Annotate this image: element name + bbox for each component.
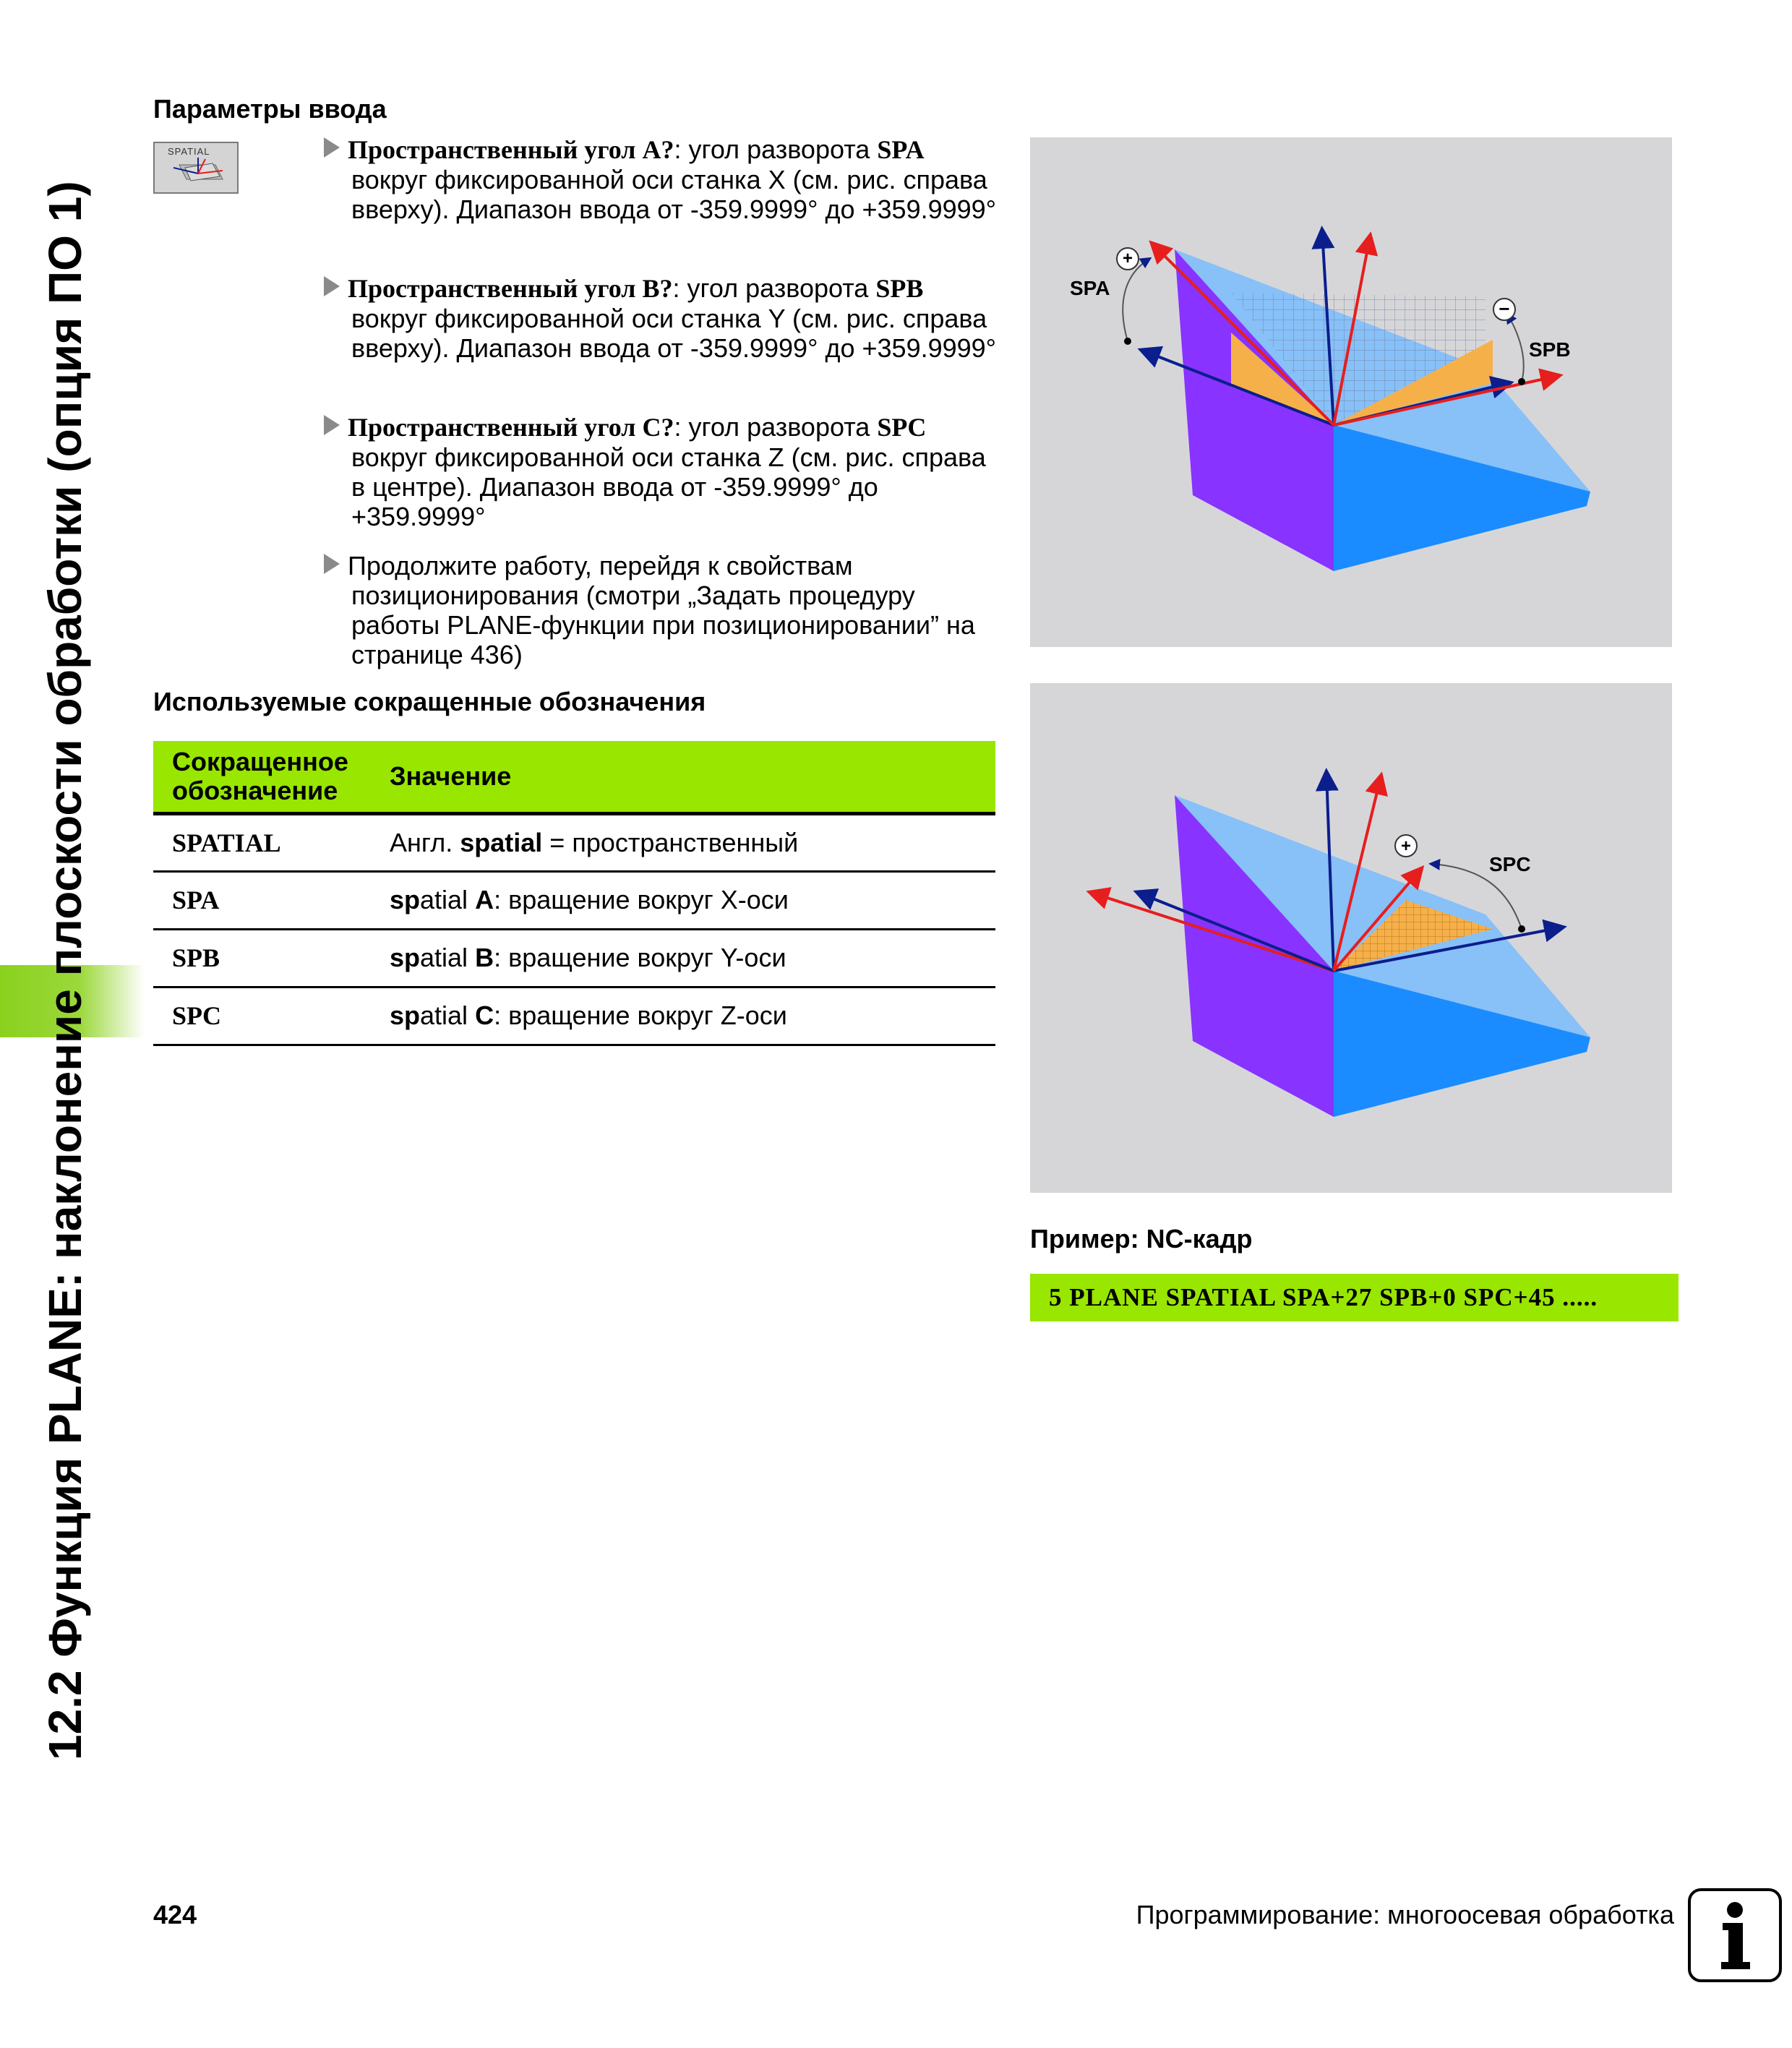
page-number: 424 (153, 1900, 197, 1929)
minus-sign-text: − (1499, 298, 1510, 320)
param-description: позиционирования (смотри „Задать процедуру работы PLANE-функции при позиционировании” на странице 436) (351, 580, 975, 669)
chapter-side-title: 12.2 Функция PLANE: наклонение плоскости обработки (опция ПО 1) (39, 181, 91, 1760)
example-nc-block: 5 PLANE SPATIAL SPA+27 SPB+0 SPC+45 ..... (1030, 1274, 1679, 1321)
abbreviations-heading: Используемые сокращенные обозначения (153, 687, 706, 716)
input-params-heading: Параметры ввода (153, 94, 387, 124)
figure-spc (1030, 683, 1672, 1193)
meaning-text: = пространственный (542, 827, 799, 857)
plus-sign-text: + (1400, 836, 1412, 856)
meaning-cell (390, 871, 995, 929)
abbreviations-table (153, 741, 995, 1046)
meaning-bold: B (475, 943, 494, 972)
param-prompt: Пространственный угол B? (348, 274, 673, 303)
abbr-cell: SPB (153, 929, 390, 987)
meaning-text: atial (420, 943, 476, 972)
param-spb (324, 273, 1003, 363)
table-row (153, 871, 995, 929)
meaning-text: atial (420, 1001, 476, 1030)
abbr-cell: SPC (153, 987, 390, 1045)
meaning-text: : вращение вокруг X-оси (494, 885, 789, 914)
meaning-text: : вращение вокруг Z-оси (494, 1001, 787, 1030)
bullet-arrow-icon (324, 276, 340, 296)
param-prompt: Пространственный угол C? (348, 413, 674, 442)
footer-section-title: Программирование: многоосевая обработка (1136, 1900, 1674, 1929)
meaning-cell (390, 987, 995, 1045)
meaning-bold: C (475, 1001, 494, 1030)
meaning-bold: spatial (460, 827, 543, 857)
table-row (153, 987, 995, 1045)
abbr-cell: SPATIAL (153, 813, 390, 871)
meaning-cell (390, 929, 995, 987)
spb-label: SPB (1529, 338, 1571, 361)
spc-diagram (1030, 683, 1672, 1193)
spa-label: SPA (1070, 277, 1110, 299)
param-continue (324, 551, 1003, 669)
spatial-softkey[interactable] (153, 142, 239, 194)
column-header-abbr: Сокращенное обозначение (153, 741, 390, 813)
bullet-arrow-icon (324, 415, 340, 435)
abbr-cell: SPA (153, 871, 390, 929)
param-text: : угол разворота (674, 134, 878, 164)
meaning-bold: sp (390, 943, 421, 972)
table-row (153, 813, 995, 871)
meaning-bold: A (475, 885, 494, 914)
param-text: Продолжите работу, перейдя к свойствам (348, 551, 853, 580)
column-header-meaning: Значение (390, 741, 995, 813)
figure-spa-spb (1030, 137, 1672, 647)
param-code: SPA (877, 135, 925, 164)
meaning-text: atial (420, 885, 476, 914)
softkey-label: SPATIAL (168, 146, 210, 157)
info-icon (1688, 1888, 1782, 1982)
param-text: : угол разворота (674, 412, 878, 442)
param-text: : угол разворота (672, 273, 876, 303)
plus-sign-text: + (1122, 249, 1133, 268)
spc-label: SPC (1489, 853, 1531, 875)
meaning-cell (390, 813, 995, 871)
bullet-arrow-icon (324, 554, 340, 574)
bullet-arrow-icon (324, 137, 340, 158)
param-description: вокруг фиксированной оси станка X (см. рис. справа вверху). Диапазон ввода от -359.9999° до +359.9999° (351, 165, 997, 224)
meaning-text: : вращение вокруг Y-оси (494, 943, 786, 972)
param-prompt: Пространственный угол A? (348, 135, 674, 164)
param-code: SPC (877, 413, 927, 442)
table-header-row (153, 741, 995, 813)
spa-spb-diagram (1030, 137, 1672, 647)
meaning-bold: sp (390, 1001, 421, 1030)
param-spc (324, 412, 1003, 531)
param-description: вокруг фиксированной оси станка Z (см. рис. справа в центре). Диапазон ввода от -359.9999° до +359.9999° (351, 442, 986, 531)
table-row (153, 929, 995, 987)
meaning-bold: sp (390, 885, 421, 914)
param-description: вокруг фиксированной оси станка Y (см. рис. справа вверху). Диапазон ввода от -359.9999° до +359.9999° (351, 304, 997, 363)
example-heading: Пример: NC-кадр (1030, 1224, 1253, 1254)
param-spa (324, 134, 1003, 224)
spatial-plane-icon (165, 158, 230, 191)
meaning-text: Англ. (390, 827, 460, 857)
param-code: SPB (875, 274, 924, 303)
